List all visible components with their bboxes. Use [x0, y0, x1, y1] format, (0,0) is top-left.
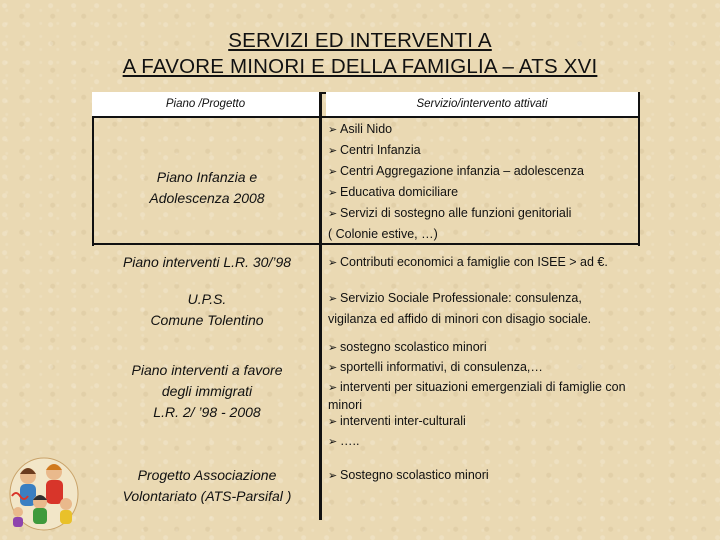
list-item: ( Colonie estive, …) — [328, 227, 438, 241]
table-row-services — [328, 119, 664, 244]
column-divider — [319, 92, 322, 520]
list-item: minori — [328, 398, 363, 412]
title-line-1: SERVIZI ED INTERVENTI A — [228, 29, 492, 52]
arrow-bullet-icon: ➢ — [328, 187, 338, 199]
table-divider — [92, 116, 638, 118]
list-item: ➢ ….. — [328, 432, 664, 452]
plan-text: Piano interventi L.R. 30/’98 — [122, 254, 292, 270]
arrow-bullet-icon: ➢ — [328, 470, 338, 482]
plan-text: degli immigrati — [161, 383, 253, 399]
table-row-plan — [96, 289, 318, 331]
arrow-bullet-icon: ➢ — [328, 436, 338, 448]
table-row-plan — [96, 252, 318, 273]
table-row-services — [328, 465, 664, 486]
list-item: ➢ Contributi economici a famiglie con ISEE > ad €. — [328, 252, 664, 273]
arrow-bullet-icon: ➢ — [328, 208, 338, 220]
family-logo — [6, 452, 82, 532]
table-row-plan — [96, 360, 318, 423]
plan-text: U.P.S. — [187, 291, 227, 307]
arrow-bullet-icon: ➢ — [328, 124, 338, 136]
column-header-services: Servizio/intervento attivati — [326, 92, 638, 116]
table-row-plan — [96, 465, 318, 507]
arrow-bullet-icon: ➢ — [328, 293, 338, 305]
plan-text: Volontariato (ATS-Parsifal ) — [122, 488, 292, 504]
plan-text: L.R. 2/ ’98 - 2008 — [153, 404, 261, 420]
list-item: ➢ Educativa domiciliare — [328, 182, 664, 203]
arrow-bullet-icon: ➢ — [328, 166, 338, 178]
plan-text: Comune Tolentino — [150, 312, 264, 328]
list-item: ➢ Sostegno scolastico minori — [328, 465, 664, 486]
table-row-services — [328, 252, 664, 273]
arrow-bullet-icon: ➢ — [328, 145, 338, 157]
table-row-services — [328, 288, 664, 329]
column-header-plan: Piano /Progetto — [92, 92, 319, 116]
list-item: ➢ interventi per situazioni emergenziali di famiglie con — [328, 378, 664, 398]
plan-text: Adolescenza 2008 — [149, 190, 265, 206]
table-row-services — [328, 338, 664, 452]
arrow-bullet-icon: ➢ — [328, 382, 338, 394]
list-item: vigilanza ed affido di minori con disagio sociale. — [328, 312, 592, 326]
list-item: ➢ Servizi di sostegno alle funzioni genitoriali — [328, 203, 664, 224]
plan-text: Piano Infanzia e — [156, 169, 258, 185]
table-row-plan — [96, 167, 318, 209]
arrow-bullet-icon: ➢ — [328, 416, 338, 428]
list-item: ➢ sostegno scolastico minori — [328, 338, 664, 358]
list-item: ➢ Servizio Sociale Professionale: consulenza, — [328, 288, 664, 309]
page-title — [0, 28, 720, 80]
arrow-bullet-icon: ➢ — [328, 257, 338, 269]
list-item: ➢ interventi inter-culturali — [328, 412, 664, 432]
list-item: ➢ Asili Nido — [328, 119, 664, 140]
arrow-bullet-icon: ➢ — [328, 362, 338, 374]
list-item: ➢ Centri Aggregazione infanzia – adolescenza — [328, 161, 664, 182]
arrow-bullet-icon: ➢ — [328, 342, 338, 354]
list-item: ➢ sportelli informativi, di consulenza,… — [328, 358, 664, 378]
list-item: ➢ Centri Infanzia — [328, 140, 664, 161]
plan-text: Progetto Associazione — [137, 467, 277, 483]
title-line-2: A FAVORE MINORI E DELLA FAMIGLIA – ATS XVI — [122, 55, 598, 78]
plan-text: Piano interventi a favore — [131, 362, 283, 378]
